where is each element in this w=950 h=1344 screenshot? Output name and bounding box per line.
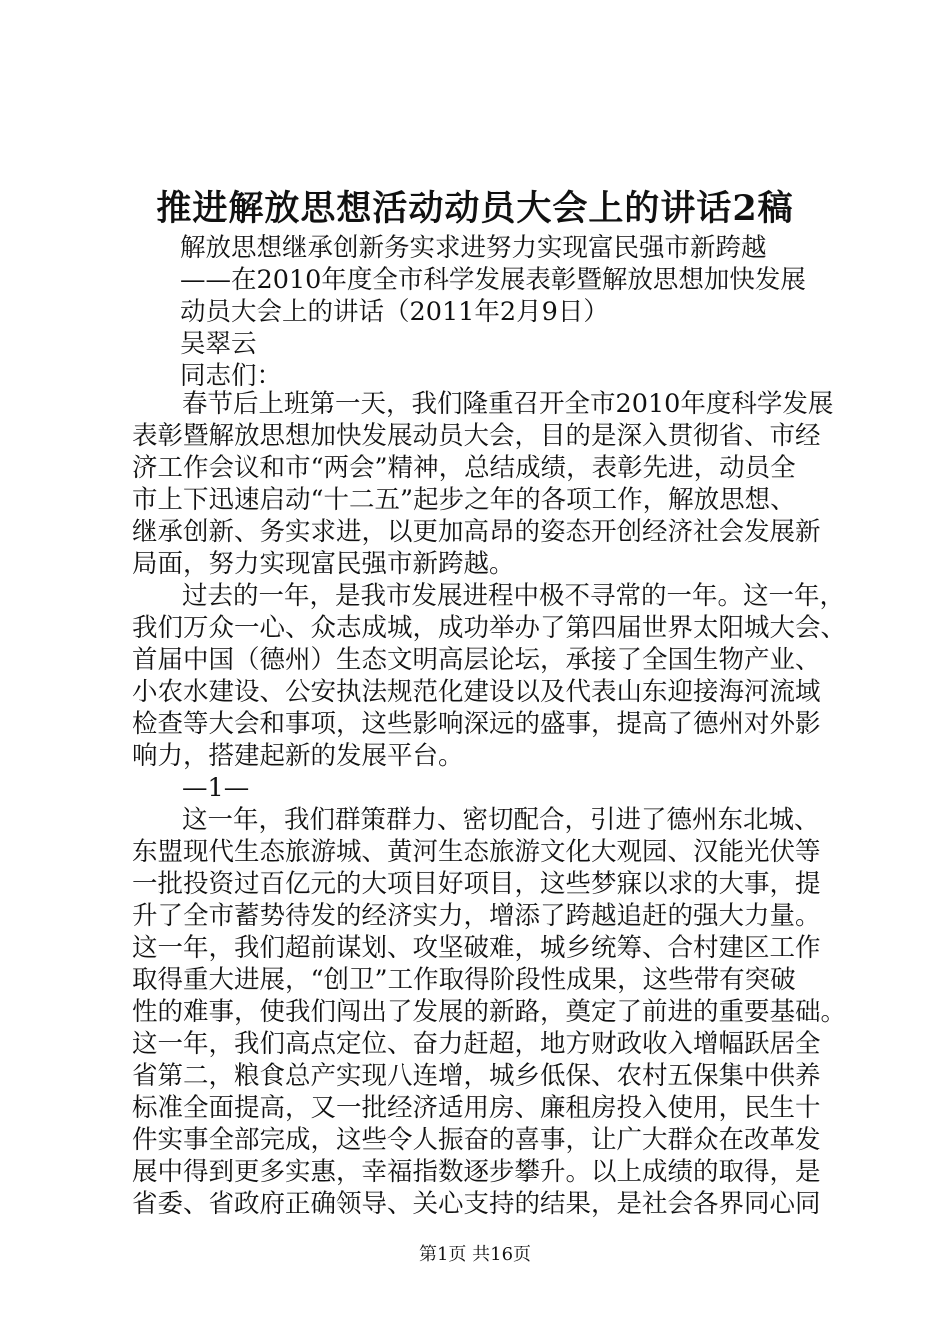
paragraph-line: 过去的一年，是我市发展进程中极不寻常的一年。这一年， <box>182 581 846 611</box>
document-title: 推进解放思想活动动员大会上的讲话2稿 <box>156 188 794 229</box>
salutation: 同志们： <box>180 361 283 391</box>
paragraph-line: 升了全市蓄势待发的经济实力，增添了跨越追赶的强大力量。 <box>132 901 821 931</box>
paragraph-line: 这一年，我们群策群力、密切配合，引进了德州东北城、 <box>182 805 820 835</box>
paragraph-line: 我们万众一心、众志成城，成功举办了第四届世界太阳城大会、 <box>132 613 847 643</box>
paragraph-line: 一批投资过百亿元的大项目好项目，这些梦寐以求的大事，提 <box>132 869 821 899</box>
document-body <box>132 388 847 1220</box>
subtitle-line: 解放思想继承创新务实求进努力实现富民强市新跨越 <box>180 233 767 263</box>
paragraph-line: 表彰暨解放思想加快发展动员大会，目的是深入贯彻省、市经 <box>132 421 821 451</box>
paragraph-line: 这一年，我们超前谋划、攻坚破难，城乡统筹、合村建区工作 <box>132 933 821 963</box>
paragraph-line: 继承创新、务实求进，以更加高昂的姿态开创经济社会发展新 <box>132 517 821 547</box>
paragraph-line: 局面，努力实现富民强市新跨越。 <box>132 549 515 579</box>
paragraph-line: 展中得到更多实惠，幸福指数逐步攀升。以上成绩的取得，是 <box>132 1157 821 1187</box>
inline-page-marker: —1— <box>182 773 250 803</box>
author-name: 吴翠云 <box>180 329 257 359</box>
paragraph-line: 这一年，我们高点定位、奋力赶超，地方财政收入增幅跃居全 <box>132 1029 821 1059</box>
subtitle-line: 动员大会上的讲话（2011年2月9日） <box>180 297 609 327</box>
paragraph-line: 东盟现代生态旅游城、黄河生态旅游文化大观园、汉能光伏等 <box>132 837 821 867</box>
paragraph-line: 市上下迅速启动“十二五”起步之年的各项工作，解放思想、 <box>132 485 796 515</box>
page-footer: 第1页 共16页 <box>418 1244 532 1265</box>
paragraph-line: 济工作会议和市“两会”精神，总结成绩，表彰先进，动员全 <box>132 453 796 483</box>
paragraph-line: 取得重大进展，“创卫”工作取得阶段性成果，这些带有突破 <box>132 965 796 995</box>
paragraph-line: 检查等大会和事项，这些影响深远的盛事，提高了德州对外影 <box>132 709 821 739</box>
paragraph-line: 标准全面提高，又一批经济适用房、廉租房投入使用，民生十 <box>132 1093 821 1123</box>
paragraph-line: 首届中国（德州）生态文明高层论坛，承接了全国生物产业、 <box>132 645 821 675</box>
paragraph-line: 春节后上班第一天，我们隆重召开全市2010年度科学发展 <box>182 389 834 419</box>
subtitle-line: ——在2010年度全市科学发展表彰暨解放思想加快发展 <box>180 265 806 295</box>
paragraph-line: 省委、省政府正确领导、关心支持的结果，是社会各界同心同 <box>132 1189 821 1219</box>
paragraph-line: 件实事全部完成，这些令人振奋的喜事，让广大群众在改革发 <box>132 1125 821 1155</box>
paragraph-line: 响力，搭建起新的发展平台。 <box>132 741 464 771</box>
paragraph-line: 省第二，粮食总产实现八连增，城乡低保、农村五保集中供养 <box>132 1061 821 1091</box>
paragraph-line: 性的难事，使我们闯出了发展的新路，奠定了前进的重要基础。 <box>132 997 847 1027</box>
paragraph-line: 小农水建设、公安执法规范化建设以及代表山东迎接海河流域 <box>132 677 821 707</box>
